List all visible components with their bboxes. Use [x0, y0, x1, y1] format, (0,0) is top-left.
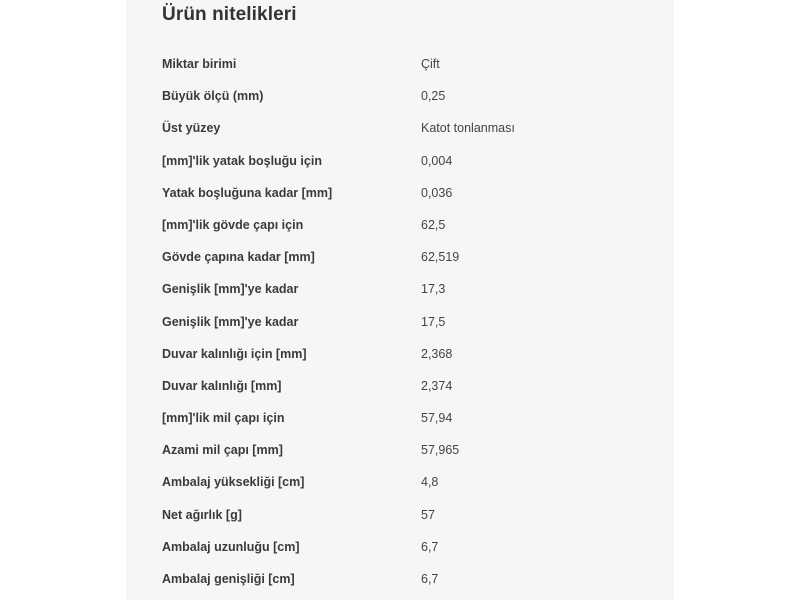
attribute-value: 57 — [421, 507, 435, 522]
table-row — [162, 241, 662, 273]
attribute-label: Miktar birimi — [162, 57, 237, 71]
table-row — [162, 434, 662, 466]
attribute-value: 57,965 — [421, 443, 460, 458]
attribute-value: 0,036 — [421, 185, 453, 200]
table-row — [162, 209, 662, 241]
attribute-value: 17,5 — [421, 314, 446, 329]
attribute-value: 62,5 — [421, 217, 446, 232]
attribute-value: 17,3 — [421, 282, 446, 297]
table-row — [162, 177, 662, 209]
attribute-label: Gövde çapına kadar [mm] — [162, 250, 315, 265]
attribute-label: Azami mil çapı [mm] — [162, 443, 283, 458]
table-row — [162, 273, 662, 305]
attribute-value: 62,519 — [421, 250, 460, 265]
attribute-value: 2,368 — [421, 346, 453, 361]
attribute-value: 6,7 — [421, 539, 439, 554]
table-row — [162, 466, 662, 498]
table-row — [162, 48, 662, 80]
table-row — [162, 306, 662, 338]
attribute-label: [mm]'lik mil çapı için — [162, 411, 285, 426]
attribute-value: 0,004 — [421, 153, 453, 168]
attribute-value: 0,25 — [421, 89, 446, 104]
table-row — [162, 531, 662, 563]
table-row — [162, 145, 662, 177]
attribute-value: 6,7 — [421, 572, 439, 586]
attribute-label: Ambalaj yüksekliği [cm] — [162, 475, 305, 490]
attributes-table — [162, 48, 662, 595]
attribute-label: Duvar kalınlığı [mm] — [162, 378, 282, 393]
attribute-label: Ambalaj uzunluğu [cm] — [162, 539, 300, 554]
attribute-label: Net ağırlık [g] — [162, 507, 242, 522]
attribute-label: Genişlik [mm]'ye kadar — [162, 314, 299, 329]
table-row — [162, 402, 662, 434]
attribute-value: Katot tonlanması — [421, 121, 515, 136]
attribute-label: Duvar kalınlığı için [mm] — [162, 346, 307, 361]
attribute-value: 2,374 — [421, 378, 453, 393]
product-attributes-panel — [126, 0, 674, 600]
table-row — [162, 563, 662, 595]
attribute-value: 4,8 — [421, 475, 439, 490]
table-row — [162, 112, 662, 144]
attribute-label: Yatak boşluğuna kadar [mm] — [162, 185, 333, 200]
table-row — [162, 370, 662, 402]
attribute-label: [mm]'lik gövde çapı için — [162, 217, 304, 232]
attribute-label: Büyük ölçü (mm) — [162, 89, 264, 104]
table-row — [162, 499, 662, 531]
attribute-value: 57,94 — [421, 411, 453, 426]
attribute-value: Çift — [421, 57, 440, 71]
table-row — [162, 338, 662, 370]
attribute-label: Ambalaj genişliği [cm] — [162, 572, 295, 586]
attribute-label: Üst yüzey — [162, 121, 221, 136]
table-row — [162, 80, 662, 112]
section-title: Ürün nitelikleri — [162, 4, 297, 25]
attribute-label: Genişlik [mm]'ye kadar — [162, 282, 299, 297]
attribute-label: [mm]'lik yatak boşluğu için — [162, 153, 322, 168]
